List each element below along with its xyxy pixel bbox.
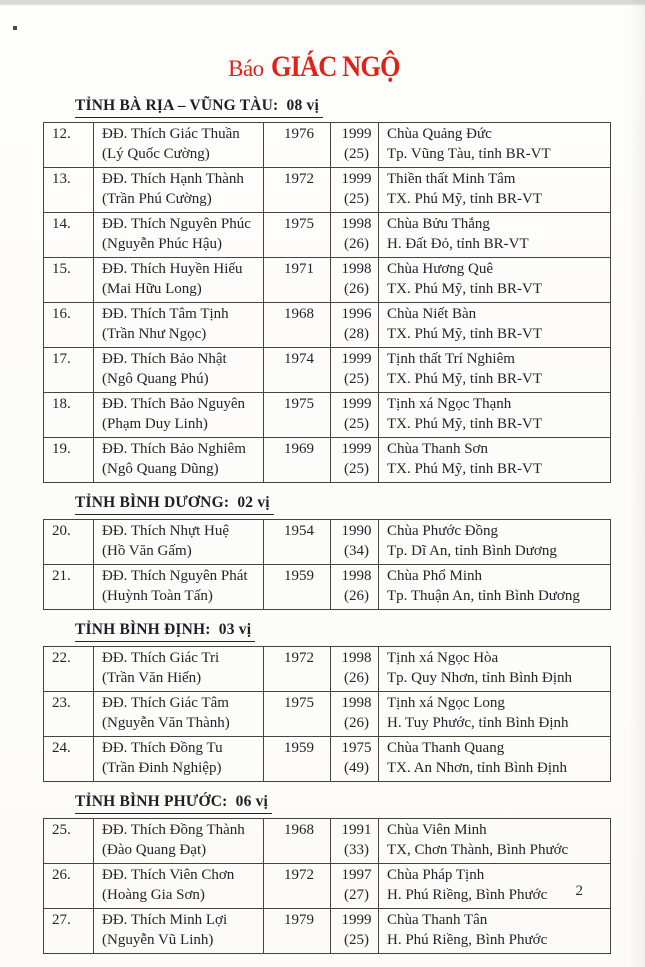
secular-name: (Hoàng Gia Sơn) [102,887,205,903]
monk-name: ĐĐ. Thích Huyền Hiếu [102,261,243,277]
cell-name [94,438,264,483]
monk-name: ĐĐ. Thích Nguyên Phúc [102,216,251,232]
monk-name: ĐĐ. Thích Đồng Tu [102,740,223,756]
cell-temple [379,819,611,864]
ordination-age: (49) [344,760,369,776]
cell-birth-year: 1975 [264,692,331,737]
monk-name: ĐĐ. Thích Nhựt Huệ [102,523,230,539]
table-row [44,348,611,393]
section-heading-wrap [75,493,645,515]
cell-temple [379,303,611,348]
cell-name [94,123,264,168]
cell-temple [379,348,611,393]
cell-name [94,864,264,909]
cell-temple [379,123,611,168]
ordination-year: 1975 [341,740,372,756]
monk-name: ĐĐ. Thích Đồng Thành [102,822,245,838]
temple-name: Chùa Niết Bàn [387,306,477,322]
cell-name [94,692,264,737]
ordination-age: (25) [344,371,369,387]
cell-temple [379,520,611,565]
cell-name [94,647,264,692]
secular-name: (Trần Văn Hiến) [102,670,202,686]
roster-table [43,122,611,483]
sections [0,96,645,954]
ordination-year: 1998 [341,650,372,666]
cell-temple [379,909,611,954]
cell-ordinal: 27. [44,909,94,954]
table-row [44,520,611,565]
secular-name: (Trần Như Ngọc) [102,326,207,342]
ordination-age: (25) [344,416,369,432]
table-row [44,168,611,213]
temple-name: Chùa Bửu Thắng [387,216,490,232]
table-row [44,565,611,610]
temple-name: Chùa Thanh Quang [387,740,505,756]
table-row [44,303,611,348]
cell-ordination [331,565,379,610]
table-row [44,737,611,782]
cell-temple [379,258,611,303]
cell-name [94,168,264,213]
cell-temple [379,438,611,483]
cell-ordinal: 12. [44,123,94,168]
ordination-year: 1996 [341,306,372,322]
temple-name: Chùa Viên Minh [387,822,487,838]
province-section [0,96,645,483]
temple-name: Chùa Quảng Đức [387,126,492,142]
cell-birth-year: 1954 [264,520,331,565]
cell-birth-year: 1972 [264,864,331,909]
temple-name: Chùa Phước Đồng [387,523,499,539]
ordination-year: 1999 [341,351,372,367]
cell-birth-year: 1971 [264,258,331,303]
temple-location: Tp. Quy Nhơn, tỉnh Bình Định [387,670,573,686]
ordination-age: (25) [344,461,369,477]
ordination-year: 1999 [341,396,372,412]
cell-temple [379,737,611,782]
ordination-year: 1998 [341,695,372,711]
cell-ordination [331,258,379,303]
secular-name: (Trần Phú Cường) [102,191,212,207]
secular-name: (Nguyễn Vũ Linh) [102,932,214,948]
newspaper-masthead [0,0,645,86]
ordination-age: (34) [344,543,369,559]
temple-location: H. Phú Riềng, Bình Phước [387,932,548,948]
section-heading-wrap [75,620,645,642]
cell-name [94,348,264,393]
temple-name: Chùa Hương Quê [387,261,494,277]
temple-location: Tp. Thuận An, tỉnh Bình Dương [387,588,580,604]
monk-name: ĐĐ. Thích Giác Thuần [102,126,240,142]
temple-location: H. Tuy Phước, tỉnh Bình Định [387,715,569,731]
table-row [44,864,611,909]
monk-name: ĐĐ. Thích Minh Lợi [102,912,228,928]
monk-name: ĐĐ. Thích Viên Chơn [102,867,235,883]
ordination-year: 1998 [341,216,372,232]
cell-birth-year: 1976 [264,123,331,168]
ordination-age: (25) [344,191,369,207]
temple-location: TX. Phú Mỹ, tỉnh BR-VT [387,416,543,432]
cell-ordination [331,864,379,909]
cell-temple [379,692,611,737]
table-row [44,393,611,438]
cell-birth-year: 1969 [264,438,331,483]
cell-name [94,909,264,954]
cell-ordinal: 20. [44,520,94,565]
monk-name: ĐĐ. Thích Tâm Tịnh [102,306,229,322]
secular-name: (Đào Quang Đạt) [102,842,207,858]
monk-name: ĐĐ. Thích Bảo Nhật [102,351,227,367]
roster-table [43,646,611,782]
temple-name: Chùa Pháp Tịnh [387,867,485,883]
temple-name: Tịnh thất Trí Nghiêm [387,351,515,367]
table-row [44,819,611,864]
temple-location: TX. Phú Mỹ, tỉnh BR-VT [387,461,543,477]
temple-location: H. Đất Đỏ, tỉnh BR-VT [387,236,529,252]
ordination-age: (27) [344,887,369,903]
table-row [44,123,611,168]
secular-name: (Nguyễn Văn Thành) [102,715,230,731]
cell-temple [379,393,611,438]
temple-name: Tịnh xá Ngọc Thạnh [387,396,512,412]
temple-name: Tịnh xá Ngọc Hòa [387,650,499,666]
ordination-year: 1997 [341,867,372,883]
cell-birth-year: 1968 [264,303,331,348]
masthead-title: GIÁC NGỘ [270,50,400,83]
secular-name: (Ngô Quang Phú) [102,371,209,387]
temple-location: Tp. Dĩ An, tỉnh Bình Dương [387,543,557,559]
cell-temple [379,213,611,258]
secular-name: (Ngô Quang Dũng) [102,461,219,477]
cell-name [94,565,264,610]
temple-location: TX. Phú Mỹ, tỉnh BR-VT [387,281,543,297]
cell-ordination [331,737,379,782]
secular-name: (Phạm Duy Linh) [102,416,208,432]
province-section [0,493,645,610]
monk-name: ĐĐ. Thích Giác Tri [102,650,220,666]
cell-name [94,258,264,303]
ordination-age: (26) [344,236,369,252]
monk-name: ĐĐ. Thích Bảo Nghiêm [102,441,246,457]
temple-name: Chùa Thanh Tân [387,912,488,928]
cell-ordination [331,213,379,258]
cell-ordinal: 18. [44,393,94,438]
table-row [44,213,611,258]
temple-location: TX. Phú Mỹ, tỉnh BR-VT [387,326,543,342]
section-heading-wrap [75,96,645,118]
cell-birth-year: 1975 [264,393,331,438]
table-row [44,909,611,954]
monk-name: ĐĐ. Thích Hạnh Thành [102,171,244,187]
ordination-age: (26) [344,281,369,297]
ordination-age: (26) [344,715,369,731]
cell-temple [379,168,611,213]
ordination-age: (26) [344,588,369,604]
cell-birth-year: 1959 [264,737,331,782]
table-row [44,438,611,483]
secular-name: (Lý Quốc Cường) [102,146,210,162]
page-number: 2 [575,883,583,899]
cell-birth-year: 1975 [264,213,331,258]
cell-birth-year: 1972 [264,647,331,692]
ordination-year: 1999 [341,441,372,457]
cell-birth-year: 1972 [264,168,331,213]
cell-ordinal: 21. [44,565,94,610]
temple-name: Chùa Phổ Minh [387,568,483,584]
ordination-age: (28) [344,326,369,342]
cell-name [94,303,264,348]
scan-speck-artifact [13,26,17,30]
cell-ordination [331,647,379,692]
cell-ordinal: 17. [44,348,94,393]
temple-location: TX. Phú Mỹ, tỉnh BR-VT [387,191,543,207]
cell-ordination [331,438,379,483]
cell-ordination [331,520,379,565]
table-row [44,258,611,303]
temple-name: Thiền thất Minh Tâm [387,171,516,187]
cell-name [94,393,264,438]
temple-location: TX. Phú Mỹ, tỉnh BR-VT [387,371,543,387]
secular-name: (Mai Hữu Long) [102,281,202,297]
section-heading: TỈNH BÌNH ĐỊNH: 03 vị [75,620,255,642]
roster-table [43,818,611,954]
ordination-age: (25) [344,146,369,162]
cell-ordinal: 15. [44,258,94,303]
cell-temple [379,565,611,610]
cell-birth-year: 1979 [264,909,331,954]
temple-location: TX. An Nhơn, tỉnh Bình Định [387,760,568,776]
section-heading-wrap [75,792,645,814]
cell-ordination [331,692,379,737]
cell-ordinal: 16. [44,303,94,348]
cell-ordinal: 13. [44,168,94,213]
temple-location: TX, Chơn Thành, Bình Phước [387,842,569,858]
ordination-year: 1999 [341,126,372,142]
ordination-age: (25) [344,932,369,948]
cell-temple [379,647,611,692]
cell-ordination [331,819,379,864]
cell-ordinal: 25. [44,819,94,864]
section-heading: TỈNH BÀ RỊA – VŨNG TÀU: 08 vị [75,96,323,118]
temple-name: Tịnh xá Ngọc Long [387,695,505,711]
cell-birth-year: 1974 [264,348,331,393]
cell-ordinal: 24. [44,737,94,782]
cell-ordinal: 23. [44,692,94,737]
cell-ordinal: 22. [44,647,94,692]
province-section [0,792,645,954]
ordination-age: (33) [344,842,369,858]
cell-ordination [331,123,379,168]
cell-name [94,213,264,258]
monk-name: ĐĐ. Thích Bảo Nguyên [102,396,246,412]
temple-location: Tp. Vũng Tàu, tỉnh BR-VT [387,146,551,162]
ordination-year: 1990 [341,523,372,539]
cell-ordinal: 19. [44,438,94,483]
cell-ordination [331,348,379,393]
roster-table [43,519,611,610]
cell-ordination [331,303,379,348]
cell-birth-year: 1968 [264,819,331,864]
cell-birth-year: 1959 [264,565,331,610]
section-heading: TỈNH BÌNH DƯƠNG: 02 vị [75,493,274,515]
ordination-age: (26) [344,670,369,686]
cell-name [94,520,264,565]
cell-ordination [331,168,379,213]
ordination-year: 1998 [341,568,372,584]
monk-name: ĐĐ. Thích Nguyên Phát [102,568,248,584]
monk-name: ĐĐ. Thích Giác Tâm [102,695,229,711]
secular-name: (Hồ Văn Gấm) [102,543,192,559]
cell-ordination [331,393,379,438]
cell-name [94,819,264,864]
ordination-year: 1998 [341,261,372,277]
cell-name [94,737,264,782]
secular-name: (Nguyễn Phúc Hậu) [102,236,222,252]
cell-ordination [331,909,379,954]
temple-location: H. Phú Riềng, Bình Phước [387,887,548,903]
ordination-year: 1999 [341,912,372,928]
ordination-year: 1991 [341,822,372,838]
masthead-prefix: Báo [228,56,264,81]
secular-name: (Huỳnh Toàn Tấn) [102,588,213,604]
section-heading: TỈNH BÌNH PHƯỚC: 06 vị [75,792,272,814]
province-section [0,620,645,782]
cell-ordinal: 14. [44,213,94,258]
table-row [44,692,611,737]
ordination-year: 1999 [341,171,372,187]
table-row [44,647,611,692]
secular-name: (Trần Đinh Nghiệp) [102,760,222,776]
cell-ordinal: 26. [44,864,94,909]
temple-name: Chùa Thanh Sơn [387,441,488,457]
